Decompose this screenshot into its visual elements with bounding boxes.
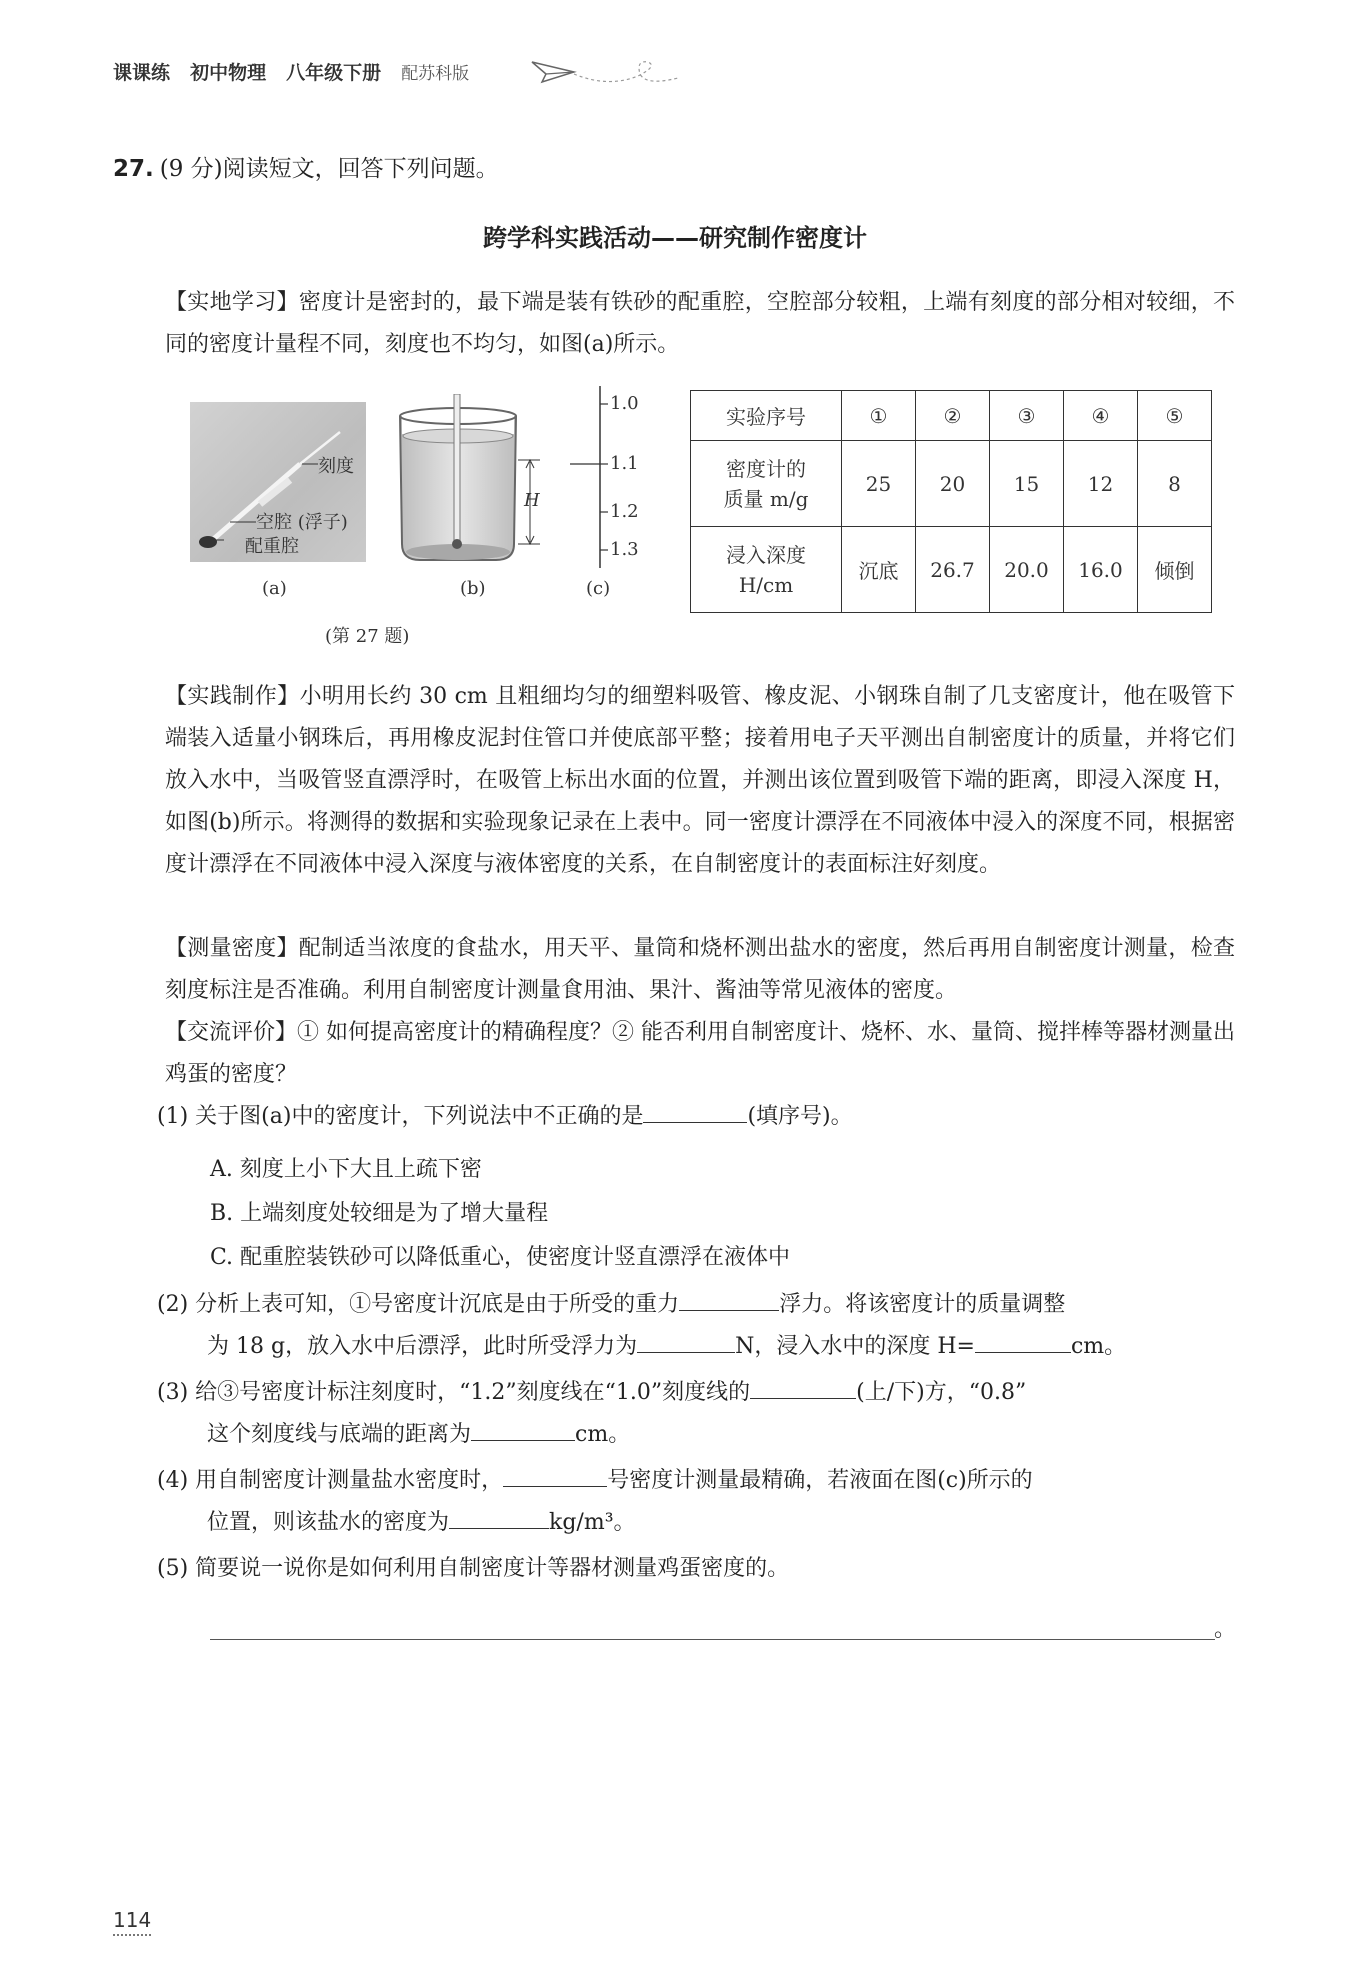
sub-question-line [157,1326,1237,1368]
scale-figure-icon [560,382,610,574]
sub-question-text: (上/下)方，“0.8” [856,1380,1027,1405]
page-number: 114 [113,1908,151,1936]
answer-blank[interactable] [750,1376,856,1399]
section-label: 【实地学习】 [165,290,299,315]
table-cell: 实验序号 [691,391,842,441]
sub-question-5 [157,1548,1237,1590]
sub-question-text: 号密度计测量最精确，若液面在图(c)所示的 [607,1468,1033,1493]
table-cell: 8 [1138,441,1212,527]
figure-c-tick-1-3: 1.3 [610,539,639,560]
sub-question-line [157,1502,1237,1544]
section-label: 【测量密度】 [165,936,299,961]
answer-blank[interactable] [643,1100,747,1123]
figure-a-caption: (a) [262,578,287,599]
table-cell: ② [916,391,990,441]
answer-blank[interactable] [449,1506,549,1529]
sub-question-text: 简要说一说你是如何利用自制密度计等器材测量鸡蛋密度的。 [195,1556,790,1581]
section-label: 【交流评价】 [165,1020,298,1045]
table-cell: 26.7 [916,527,990,613]
sub-question-text: 用自制密度计测量盐水密度时， [195,1468,504,1493]
table-label-line: 密度计的 [726,456,806,481]
figure-b-caption: (b) [460,578,486,599]
table-cell: ③ [990,391,1064,441]
section-discussion [165,1012,1235,1096]
sub-question-3 [157,1372,1237,1456]
figure-c-tick-1-1: 1.1 [610,453,639,474]
sub-question-number: (5) [157,1556,189,1581]
section-text: ① 如何提高密度计的精确程度？② 能否利用自制密度计、烧杯、水、量筒、搅拌棒等器材测量出鸡蛋的密度？ [165,1020,1236,1087]
sub-question-text: 关于图(a)中的密度计，下列说法中不正确的是 [195,1104,644,1129]
header-grade: 八年级下册 [286,62,382,84]
sub-question-number: (1) [157,1104,189,1129]
sub-question-line [157,1414,1237,1456]
section-field-study [165,282,1235,366]
figure-c-caption: (c) [586,578,611,599]
section-measure [165,928,1235,1012]
sub-question-text: kg/m³。 [549,1510,636,1535]
data-table [690,390,1212,613]
question-heading [113,150,499,183]
sub-question-text: 为 18 g，放入水中后漂浮，此时所受浮力为 [207,1334,638,1359]
sub-question-text: 浮力。将该密度计的质量调整 [779,1292,1066,1317]
sub-question-text: cm。 [1070,1334,1127,1359]
table-cell: 16.0 [1064,527,1138,613]
table-cell: 倾倒 [1138,527,1212,613]
option-b: B. 上端刻度处较细是为了增大量程 [210,1201,549,1226]
sub-question-text: 给③号密度计标注刻度时，“1.2”刻度线在“1.0”刻度线的 [195,1380,751,1405]
section-text: 小明用长约 30 cm 且粗细均匀的细塑料吸管、橡皮泥、小钢珠自制了几支密度计，他在吸管下端装入适量小钢珠后，再用橡皮泥封住管口并使底部平整；接着用电子天平测出自制密度计的质量，并将它们放入水中，当吸管竖直漂浮时，在吸管上标出水面的位置，并测出该位置到吸管下端的距离，即浸入深度 H，如图(b)所示。将测得的数据和实验现象记录在上表中。同一密度计漂浮在不同液体中浸入的深度不同，根据密度计漂浮在不同液体中浸入深度与液体密度的关系，在自制密度计的表面标注好刻度。 [165,684,1235,877]
header-edition: 配苏科版 [401,64,470,84]
sub-question-number: (4) [157,1468,189,1493]
sub-question-4 [157,1460,1237,1544]
option-c: C. 配重腔装铁砂可以降低重心，使密度计竖直漂浮在液体中 [210,1245,791,1270]
table-label-line: 浸入深度 [726,542,806,567]
article-title: 跨学科实践活动——研究制作密度计 [483,224,867,252]
answer-line[interactable] [210,1638,1215,1640]
answer-blank[interactable] [503,1464,607,1487]
sub-question-text: cm。 [575,1422,631,1447]
question-number: 27. [113,156,154,182]
header-series: 课课练 [113,62,171,84]
option-a: A. 刻度上小下大且上疏下密 [210,1157,482,1182]
sub-question-text: 位置，则该盐水的密度为 [207,1510,450,1535]
sub-question-1 [157,1096,1237,1138]
answer-blank[interactable] [975,1330,1071,1353]
answer-end-mark: 。 [1214,1617,1237,1642]
table-row-header [691,441,842,527]
sub-question-text: (填序号)。 [747,1104,853,1129]
answer-blank[interactable] [637,1330,735,1353]
table-cell: 20.0 [990,527,1064,613]
sub-question-text: 分析上表可知，①号密度计沉底是由于所受的重力 [195,1292,680,1317]
header-subject: 初中物理 [190,62,267,84]
table-label-line: 质量 m/g [723,486,809,511]
figure-a-label-scale: 刻度 [318,456,354,477]
table-row [691,527,1212,613]
figure-a-label-cavity: 空腔 (浮子) [256,512,348,533]
question-intro: (9 分)阅读短文，回答下列问题。 [159,156,499,182]
figure-c-tick-1-2: 1.2 [610,501,639,522]
answer-blank[interactable] [471,1418,575,1441]
table-cell: 20 [916,441,990,527]
figure-a-label-weight: 配重腔 [245,536,299,557]
sub-question-text: 这个刻度线与底端的距离为 [207,1422,472,1447]
paper-plane-icon [528,48,688,98]
sub-question-text: N，浸入水中的深度 H= [735,1334,975,1359]
running-header [113,58,483,85]
table-cell: 15 [990,441,1064,527]
table-cell: ④ [1064,391,1138,441]
figure-c-tick-1-0: 1.0 [610,393,639,414]
figure-b-label-h: H [524,490,540,511]
table-cell: 12 [1064,441,1138,527]
figure-caption: (第 27 题) [325,626,410,647]
table-cell: ① [842,391,916,441]
section-label: 【实践制作】 [165,684,300,709]
sub-question-2 [157,1284,1237,1368]
section-practice [165,676,1235,886]
section-text: 配制适当浓度的食盐水，用天平、量筒和烧杯测出盐水的密度，然后再用自制密度计测量，检查刻度标注是否准确。利用自制密度计测量食用油、果汁、酱油等常见液体的密度。 [165,936,1235,1003]
table-row-header [691,527,842,613]
beaker-figure-icon [390,394,550,574]
sub-question-number: (3) [157,1380,189,1405]
table-cell: ⑤ [1138,391,1212,441]
table-cell: 沉底 [842,527,916,613]
table-label-line: H/cm [738,572,794,597]
table-row [691,391,1212,441]
table-row [691,441,1212,527]
sub-question-number: (2) [157,1292,189,1317]
table-cell: 25 [842,441,916,527]
section-text: 密度计是密封的，最下端是装有铁砂的配重腔，空腔部分较粗，上端有刻度的部分相对较细，不同的密度计量程不同，刻度也不均匀，如图(a)所示。 [165,290,1235,357]
answer-blank[interactable] [679,1288,779,1311]
